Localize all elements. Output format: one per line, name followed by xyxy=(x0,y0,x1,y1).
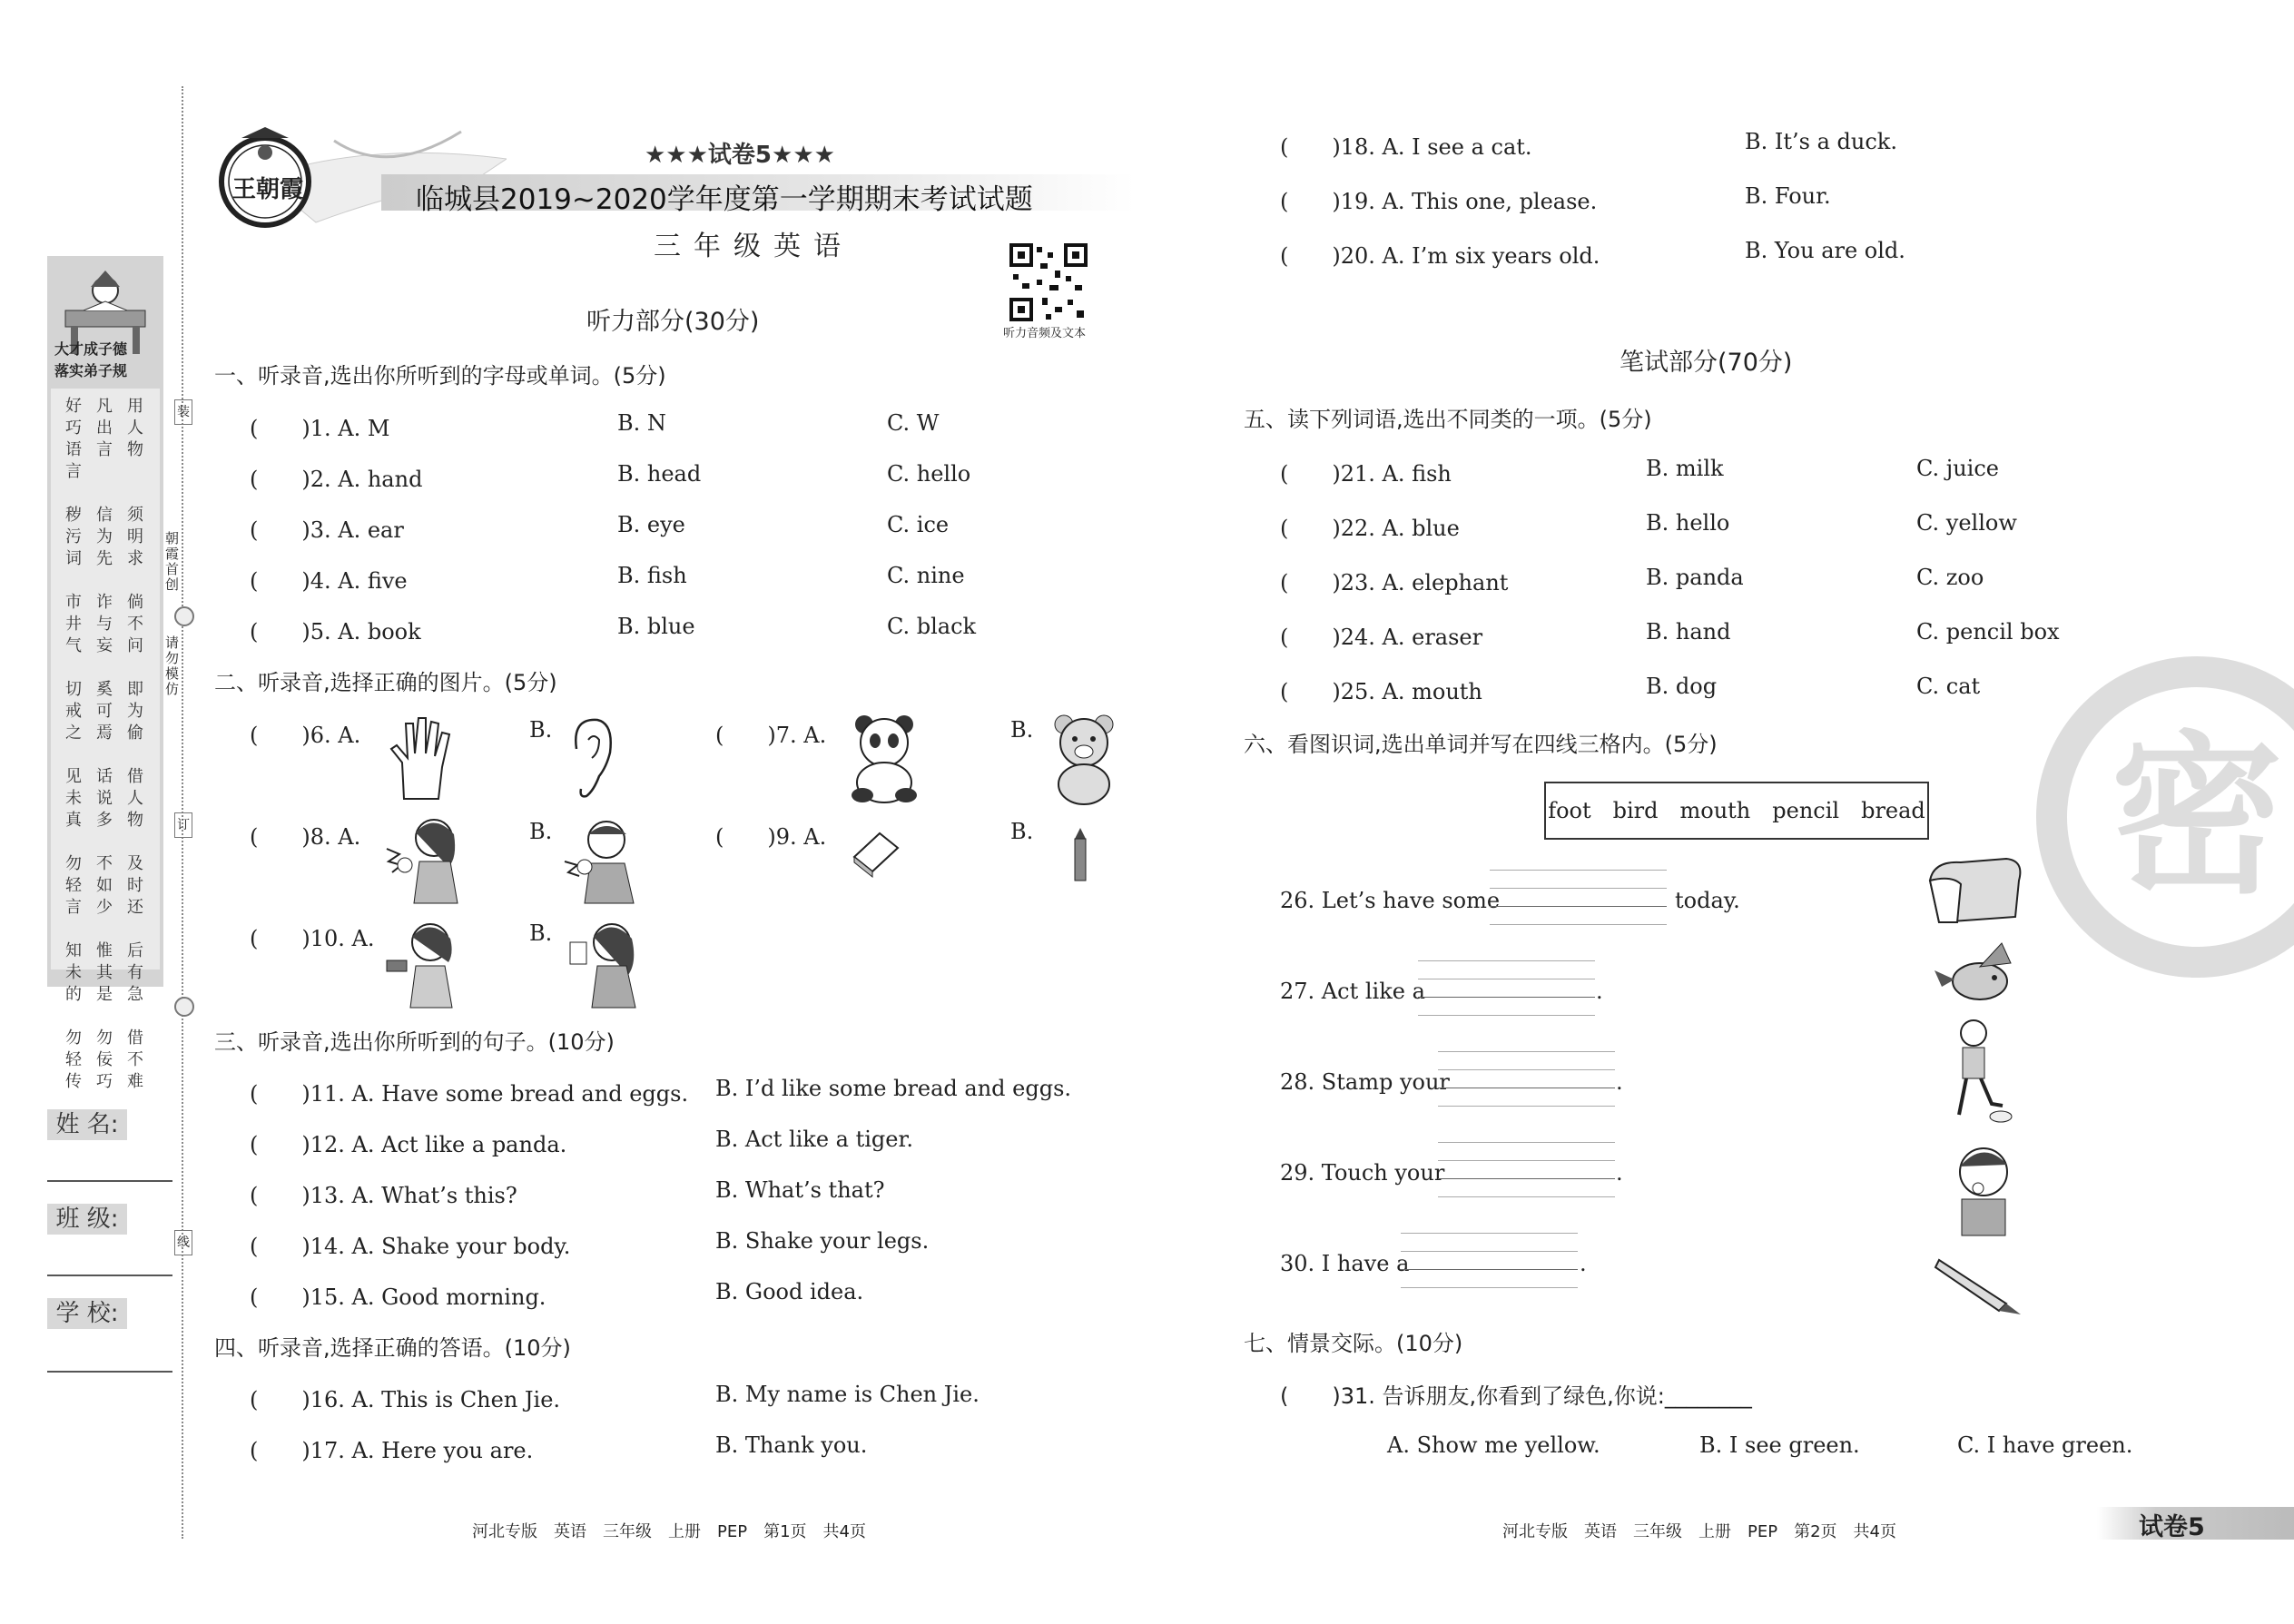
option-31a[interactable]: A. Show me yellow. xyxy=(1387,1432,1600,1458)
option-14b[interactable]: B. Shake your legs. xyxy=(715,1228,930,1254)
question-6[interactable]: ( )6. A. xyxy=(250,723,361,748)
binding-box: 装 xyxy=(174,399,192,425)
question-21[interactable]: ( )21. A. fish xyxy=(1280,461,1452,487)
question-2[interactable]: ( )2. A. hand xyxy=(250,467,423,492)
sentence-26: 26. Let’s have some xyxy=(1280,888,1501,913)
answer-line-29[interactable] xyxy=(1438,1178,1615,1179)
question-3[interactable]: ( )3. A. ear xyxy=(250,517,404,543)
option-18b[interactable]: B. It’s a duck. xyxy=(1745,129,1897,154)
question-1[interactable]: ( )1. A. M xyxy=(250,416,390,441)
motto-line-2: 落实弟子规 xyxy=(54,362,128,379)
side-note: 朝 霞 首 创 xyxy=(165,530,180,593)
section-7-title: 七、情景交际。(10分) xyxy=(1244,1331,1463,1356)
question-22[interactable]: ( )22. A. blue xyxy=(1280,516,1460,541)
logo-text: 王朝霞 xyxy=(232,176,304,203)
exam-title: 临城县2019~2020学年度第一学期期末考试试题 xyxy=(416,183,1033,216)
option-23c[interactable]: C. zoo xyxy=(1916,565,1984,590)
option-17b[interactable]: B. Thank you. xyxy=(715,1432,868,1458)
option-23b[interactable]: B. panda xyxy=(1646,565,1744,590)
paper-badge: ★★★试卷5★★★ xyxy=(645,142,835,169)
sentence-27: 27. Act like a xyxy=(1280,979,1425,1004)
footer-paper-tag: 试卷5 xyxy=(2139,1513,2205,1541)
boy-picture[interactable] xyxy=(561,812,652,908)
name-field[interactable] xyxy=(47,1180,172,1182)
section-2-title: 二、听录音,选择正确的图片。(5分) xyxy=(214,670,557,695)
side-note: 请 勿 模 仿 xyxy=(165,635,180,697)
question-13[interactable]: ( )13. A. What’s this? xyxy=(250,1183,517,1208)
ear-picture[interactable] xyxy=(563,713,617,803)
footer-page-1: 河北专版 英语 三年级 上册 PEP 第1页 共4页 xyxy=(472,1522,866,1541)
question-10[interactable]: ( )10. A. xyxy=(250,926,375,951)
question-11[interactable]: ( )11. A. Have some bread and eggs. xyxy=(250,1081,689,1107)
question-15[interactable]: ( )15. A. Good morning. xyxy=(250,1284,546,1310)
option-2c[interactable]: C. hello xyxy=(887,461,971,487)
option-21b[interactable]: B. milk xyxy=(1646,456,1724,481)
option-20b[interactable]: B. You are old. xyxy=(1745,238,1905,263)
question-4[interactable]: ( )4. A. five xyxy=(250,568,408,594)
written-heading: 笔试部分(70分) xyxy=(1620,349,1793,377)
girl-eating-picture[interactable] xyxy=(379,917,461,1012)
option-9b[interactable]: B. xyxy=(1010,819,1034,844)
svg-text:密: 密 xyxy=(2110,716,2284,917)
option-7b[interactable]: B. xyxy=(1010,717,1034,743)
question-31[interactable]: ( )31. 告诉朋友,你看到了绿色,你说:________ xyxy=(1280,1383,1752,1409)
option-19b[interactable]: B. Four. xyxy=(1745,183,1831,209)
motto-line-1: 大才成子德 xyxy=(54,340,128,358)
class-field[interactable] xyxy=(47,1275,172,1276)
question-23[interactable]: ( )23. A. elephant xyxy=(1280,570,1509,595)
option-3b[interactable]: B. eye xyxy=(617,512,685,537)
question-20[interactable]: ( )20. A. I’m six years old. xyxy=(1280,243,1600,269)
option-25c[interactable]: C. cat xyxy=(1916,674,1981,699)
sentence-28-end: . xyxy=(1616,1069,1623,1095)
option-5c[interactable]: C. black xyxy=(887,614,977,639)
hand-picture[interactable] xyxy=(386,713,458,803)
option-24b[interactable]: B. hand xyxy=(1646,619,1731,645)
sentence-28: 28. Stamp your xyxy=(1280,1069,1450,1095)
poem-text: 好 巧 语 言 秽 污 词 市 井 气 切 戒 之 见 未 真 勿 轻 言 知 未 的 勿 轻 传 xyxy=(65,397,82,1091)
option-10b[interactable]: B. xyxy=(529,920,553,946)
class-label: 班 级: xyxy=(47,1204,127,1235)
question-17[interactable]: ( )17. A. Here you are. xyxy=(250,1438,534,1463)
question-16[interactable]: ( )16. A. This is Chen Jie. xyxy=(250,1387,561,1412)
option-1c[interactable]: C. W xyxy=(887,410,940,436)
school-field[interactable] xyxy=(47,1371,172,1373)
section-5-title: 五、读下列词语,选出不同类的一项。(5分) xyxy=(1244,407,1652,432)
option-12b[interactable]: B. Act like a tiger. xyxy=(715,1127,913,1152)
boy-stamping-picture xyxy=(1941,1017,2013,1126)
word-bank: foot bird mouth pencil bread xyxy=(1544,782,1929,840)
option-2b[interactable]: B. head xyxy=(617,461,702,487)
eraser-picture[interactable] xyxy=(849,826,903,881)
option-22c[interactable]: C. yellow xyxy=(1916,510,2017,536)
option-22b[interactable]: B. hello xyxy=(1646,510,1730,536)
bear-picture[interactable] xyxy=(1044,708,1126,808)
option-24c[interactable]: C. pencil box xyxy=(1916,619,2060,645)
option-31b[interactable]: B. I see green. xyxy=(1699,1432,1860,1458)
binding-box: 订 xyxy=(174,812,192,838)
answer-line-26[interactable] xyxy=(1490,906,1667,907)
option-6b[interactable]: B. xyxy=(529,717,553,743)
poem-text: 凡 出 言 信 为 先 诈 与 妄 奚 可 焉 话 说 多 不 如 少 惟 其 是 勿 佞 巧 xyxy=(96,397,113,1091)
question-25[interactable]: ( )25. A. mouth xyxy=(1280,679,1482,704)
qr-caption: 听力音频及文本 xyxy=(1003,327,1087,340)
option-13b[interactable]: B. What’s that? xyxy=(715,1177,885,1203)
option-21c[interactable]: C. juice xyxy=(1916,456,1999,481)
name-label: 姓 名: xyxy=(47,1109,127,1140)
question-14[interactable]: ( )14. A. Shake your body. xyxy=(250,1234,571,1259)
answer-line-30[interactable] xyxy=(1401,1269,1578,1270)
secret-watermark xyxy=(2024,645,2294,989)
option-3c[interactable]: C. ice xyxy=(887,512,950,537)
option-1b[interactable]: B. N xyxy=(617,410,666,436)
girl-drinking-picture[interactable] xyxy=(561,917,643,1012)
sentence-29-end: . xyxy=(1616,1160,1623,1186)
section-3-title: 三、听录音,选出你所听到的句子。(10分) xyxy=(214,1029,615,1055)
question-24[interactable]: ( )24. A. eraser xyxy=(1280,625,1483,650)
option-4b[interactable]: B. fish xyxy=(617,563,687,588)
listening-heading: 听力部分(30分) xyxy=(586,308,760,336)
bird-picture xyxy=(1929,940,2029,1012)
option-11b[interactable]: B. I’d like some bread and eggs. xyxy=(715,1076,1072,1101)
panda-picture[interactable] xyxy=(844,708,926,808)
bread-picture xyxy=(1925,853,2024,926)
question-9[interactable]: ( )9. A. xyxy=(715,824,827,850)
footer-page-2: 河北专版 英语 三年级 上册 PEP 第2页 共4页 xyxy=(1502,1522,1896,1541)
pencil-picture xyxy=(1934,1253,2024,1316)
sidebar-motto-panel xyxy=(47,256,163,1091)
answer-line-27[interactable] xyxy=(1418,997,1595,998)
hole-punch xyxy=(174,606,194,626)
hole-punch xyxy=(174,997,194,1017)
poem-text: 用 人 物 须 明 求 倘 不 问 即 为 偷 借 人 物 及 时 还 后 有 急 借 不 难 xyxy=(127,397,143,1091)
poem-box xyxy=(51,389,160,1091)
sentence-29: 29. Touch your xyxy=(1280,1160,1445,1186)
exam-subtitle: 三年级英语 xyxy=(654,231,853,262)
option-5b[interactable]: B. blue xyxy=(617,614,695,639)
option-4c[interactable]: C. nine xyxy=(887,563,965,588)
question-19[interactable]: ( )19. A. This one, please. xyxy=(1280,189,1598,214)
question-7[interactable]: ( )7. A. xyxy=(715,723,827,748)
section-6-title: 六、看图识词,选出单词并写在四线三格内。(5分) xyxy=(1244,732,1718,757)
binding-box: 线 xyxy=(174,1230,192,1255)
option-15b[interactable]: B. Good idea. xyxy=(715,1279,864,1304)
option-8b[interactable]: B. xyxy=(529,819,553,844)
section-4-title: 四、听录音,选择正确的答语。(10分) xyxy=(214,1335,571,1361)
question-5[interactable]: ( )5. A. book xyxy=(250,619,421,645)
girl-clapping-picture[interactable] xyxy=(379,812,470,908)
sentence-30-end: . xyxy=(1580,1251,1587,1276)
school-label: 学 校: xyxy=(47,1298,127,1329)
boy-touching-mouth-picture xyxy=(1947,1139,2020,1239)
sentence-27-end: . xyxy=(1596,979,1603,1004)
option-25b[interactable]: B. dog xyxy=(1646,674,1718,699)
question-18[interactable]: ( )18. A. I see a cat. xyxy=(1280,134,1532,160)
qr-code[interactable] xyxy=(1009,243,1088,321)
option-16b[interactable]: B. My name is Chen Jie. xyxy=(715,1382,980,1407)
sentence-30: 30. I have a xyxy=(1280,1251,1410,1276)
question-8[interactable]: ( )8. A. xyxy=(250,824,361,850)
sentence-26-end: today. xyxy=(1675,888,1740,913)
section-1-title: 一、听录音,选出你所听到的字母或单词。(5分) xyxy=(214,363,666,389)
crayon-picture[interactable] xyxy=(1069,826,1091,884)
question-12[interactable]: ( )12. A. Act like a panda. xyxy=(250,1132,567,1157)
option-31c[interactable]: C. I have green. xyxy=(1957,1432,2133,1458)
